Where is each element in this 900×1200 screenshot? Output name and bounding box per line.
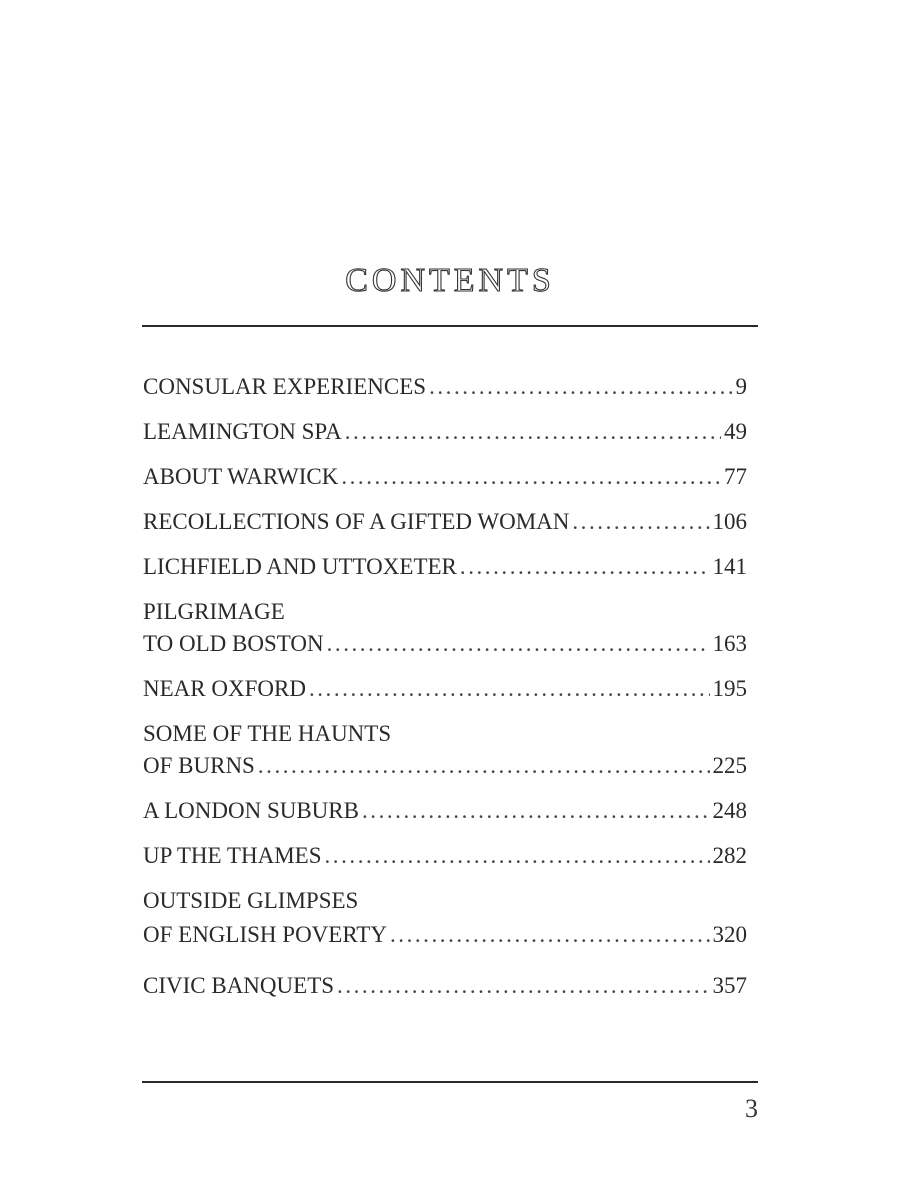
toc-entry-title-line1: PILGRIMAGE — [143, 599, 285, 624]
toc-entry-page: 282 — [712, 843, 747, 868]
toc-entry-page: 248 — [712, 798, 747, 823]
toc-entry-title: ABOUT WARWICK — [143, 464, 339, 489]
toc-entry-page: 106 — [712, 509, 747, 534]
toc-entry-title: LICHFIELD AND UTTOXETER — [143, 554, 457, 579]
dot-leader — [325, 841, 710, 871]
toc-entry-civic-banquets[interactable] — [143, 971, 747, 1001]
toc-entry-leamington-spa[interactable] — [143, 417, 747, 447]
toc-entry-about-warwick[interactable] — [143, 462, 747, 492]
bottom-rule — [142, 1081, 758, 1083]
toc-entry-haunts-of-burns[interactable] — [143, 719, 747, 781]
contents-heading: CONTENTS — [345, 262, 555, 299]
toc-entry-page: 9 — [735, 374, 747, 399]
dot-leader — [327, 629, 710, 659]
toc-entry-title: CIVIC BANQUETS — [143, 973, 335, 998]
dot-leader — [390, 920, 710, 950]
toc-entry-up-the-thames[interactable] — [143, 841, 747, 871]
toc-entry-page: 163 — [712, 631, 747, 656]
toc-entry-title: OF BURNS — [143, 753, 255, 778]
toc-entry-recollections[interactable] — [143, 507, 747, 537]
toc-entry-pilgrimage[interactable] — [143, 597, 747, 659]
dot-leader — [362, 796, 710, 826]
toc-entry-page: 195 — [712, 676, 747, 701]
dot-leader — [309, 674, 710, 704]
toc-entry-page: 49 — [724, 419, 747, 444]
toc-entry-page: 141 — [712, 554, 747, 579]
toc-entry-london-suburb[interactable] — [143, 796, 747, 826]
dot-leader — [341, 462, 721, 492]
toc-entry-title: RECOLLECTIONS OF A GIFTED WOMAN — [143, 509, 570, 534]
toc-entry-consular-experiences[interactable] — [143, 372, 747, 402]
toc-entry-title-line1: SOME OF THE HAUNTS — [143, 721, 392, 746]
toc-entry-page: 225 — [712, 753, 747, 778]
page-number: 3 — [745, 1094, 758, 1123]
dot-leader — [572, 507, 709, 537]
toc-entry-title: UP THE THAMES — [143, 843, 322, 868]
toc-entry-page: 357 — [712, 973, 747, 998]
toc-entry-page: 320 — [712, 922, 747, 947]
dot-leader — [460, 552, 710, 582]
toc-entry-page: 77 — [724, 464, 747, 489]
dot-leader — [258, 751, 710, 781]
dot-leader — [345, 417, 721, 447]
dot-leader — [337, 971, 709, 1001]
toc-entry-english-poverty[interactable] — [143, 886, 747, 950]
toc-entry-lichfield[interactable] — [143, 552, 747, 582]
toc-entry-title: CONSULAR EXPERIENCES — [143, 374, 427, 399]
dot-leader — [429, 372, 732, 402]
toc-entry-title-line1: OUTSIDE GLIMPSES — [143, 888, 359, 913]
toc-entry-near-oxford[interactable] — [143, 674, 747, 704]
toc-entry-title: OF ENGLISH POVERTY — [143, 922, 387, 947]
top-rule — [142, 325, 758, 327]
toc-entry-title: LEAMINGTON SPA — [143, 419, 342, 444]
toc-entry-title: NEAR OXFORD — [143, 676, 306, 701]
toc-entry-title: A LONDON SUBURB — [143, 798, 359, 823]
toc-entry-title: TO OLD BOSTON — [143, 631, 324, 656]
